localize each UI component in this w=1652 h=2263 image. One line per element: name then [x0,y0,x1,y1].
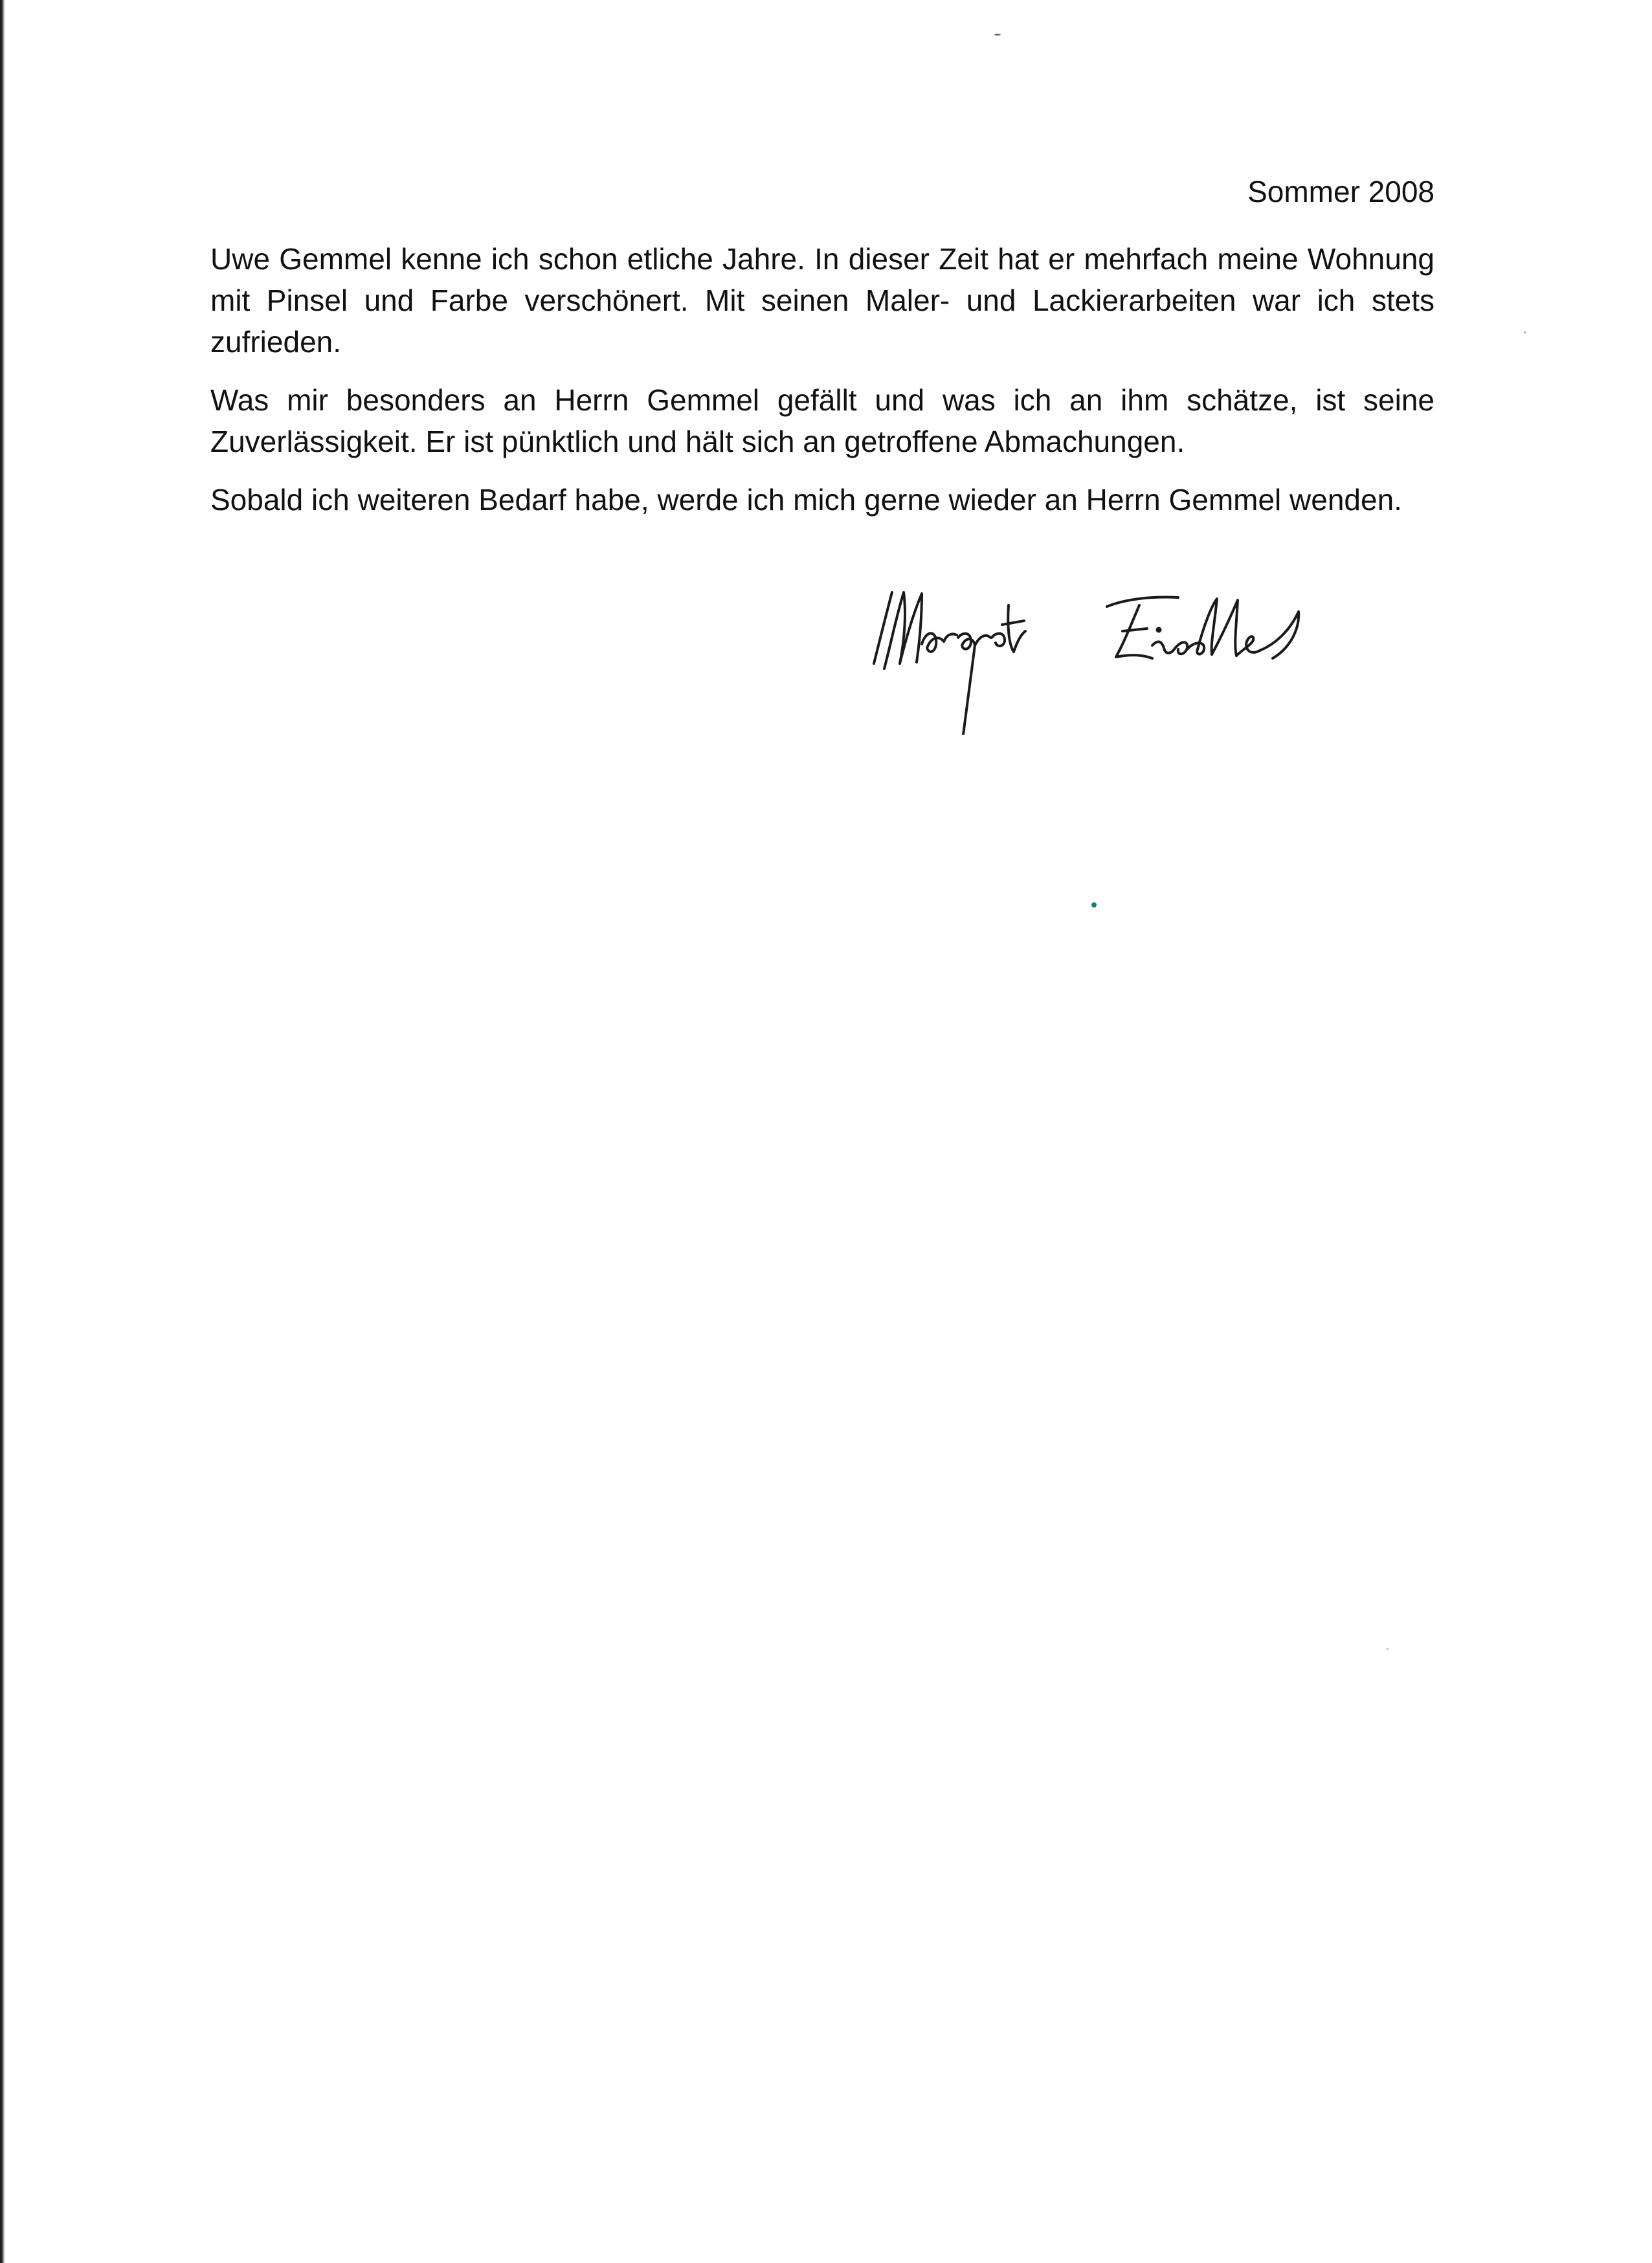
scan-speck [1091,902,1097,908]
paragraph-1: Uwe Gemmel kenne ich schon etliche Jahre. In dieser Zeit hat er mehrfach meine Wohnung mit Pinsel und Farbe verschönert. Mit seinen Maler- und Lackierarbeiten war ich stets zufrieden. [210,242,1434,359]
scan-speck [1524,331,1526,333]
scan-speck [994,34,1001,36]
paragraph-2: Was mir besonders an Herrn Gemmel gefällt und was ich an ihm schätze, ist seine Zuverlässigkeit. Er ist pünktlich und hält sich an getroffene Abmachungen. [210,383,1434,458]
paragraph-3: Sobald ich weiteren Bedarf habe, werde ich mich gerne wieder an Herrn Gemmel wenden. [210,483,1402,517]
signature-icon [854,573,1385,735]
letter-body [210,238,1434,537]
scan-speck [1387,1648,1389,1650]
scan-edge-shadow [0,0,5,2263]
letter-date: Sommer 2008 [1247,175,1434,208]
